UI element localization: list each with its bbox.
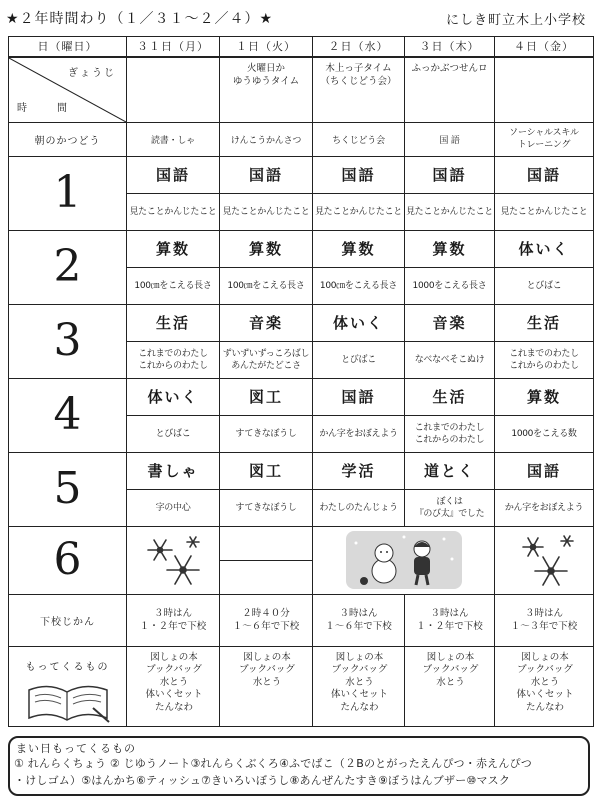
period-2-subject-row — [9, 230, 594, 267]
day-header-row — [9, 37, 594, 57]
content-cell: すてきなぼうし — [220, 489, 313, 526]
subject-cell: 国語 — [220, 156, 313, 193]
school-name: にしき町立木上小学校 — [445, 13, 586, 28]
period-number: 4 — [53, 389, 82, 440]
subject-cell: 体いく — [127, 378, 220, 415]
period-1-number-cell — [9, 156, 127, 230]
daily-items-line-2: ・けしゴム）⑤はんかち⑥ティッシュ⑦きいろいぼうし⑧あんぜんたすき⑨ぼうはんブザー⑩マスク — [14, 774, 511, 787]
day-header: ３１日（月） — [127, 37, 220, 57]
content-cell: とびばこ — [127, 415, 220, 452]
period-6-cell-tue — [220, 526, 313, 560]
subject-cell: 算数 — [127, 230, 220, 267]
content-cell: すてきなぼうし — [220, 415, 313, 452]
content-cell: 1000をこえる長さ — [405, 267, 495, 304]
subject-cell: 音楽 — [405, 304, 495, 341]
subject-cell: 図工 — [220, 378, 313, 415]
items-cell: 図しょの本 ブックバッグ 水とう 体いくセット たんなわ — [495, 646, 594, 726]
content-cell: とびばこ — [495, 267, 594, 304]
daily-items-line-1: ① れんらくちょう ② じゆうノート③れんらくぶくろ④ふでばこ（２Bのとがったえんぴつ・赤えんぴつ — [14, 757, 532, 770]
dismissal-time: ２時４０分 １～６年で下校 — [220, 594, 313, 646]
book-icon — [23, 678, 113, 724]
subject-cell: 図工 — [220, 452, 313, 489]
period-number: 6 — [53, 534, 82, 585]
daily-items-title: まい日もってくるもの — [16, 742, 136, 755]
dismissal-label: 下校じかん — [9, 594, 127, 646]
subject-cell: 算数 — [495, 378, 594, 415]
subject-cell: 算数 — [313, 230, 405, 267]
subject-cell: 書しゃ — [127, 452, 220, 489]
subject-cell: 算数 — [220, 230, 313, 267]
dismissal-row — [9, 594, 594, 646]
content-cell: これまでのわたし これからのわたし — [495, 341, 594, 378]
daily-items-box — [8, 736, 590, 796]
content-cell: これまでのわたし これからのわたし — [127, 341, 220, 378]
event-cell: 木上っ子タイム （ちくじどう会） — [313, 57, 405, 123]
subject-cell: 国語 — [495, 156, 594, 193]
timetable-title: ★２年時間わり（１／３１～２／４）★ — [6, 11, 274, 27]
day-header: ３日（木） — [405, 37, 495, 57]
subject-cell: 体いく — [313, 304, 405, 341]
timetable — [8, 36, 594, 727]
day-header: ４日（金） — [495, 37, 594, 57]
morning-activity: けんこうかんさつ — [220, 122, 313, 156]
period-number: 5 — [53, 463, 82, 514]
subject-cell: 国語 — [313, 378, 405, 415]
subject-cell: 算数 — [405, 230, 495, 267]
period-number: 1 — [53, 167, 82, 218]
events-row — [9, 57, 594, 123]
morning-activity: 国 語 — [405, 122, 495, 156]
content-cell: なべなべそこぬけ — [405, 341, 495, 378]
content-cell: 見たことかんじたこと — [405, 193, 495, 230]
subject-cell: 体いく — [495, 230, 594, 267]
subject-cell: 国語 — [495, 452, 594, 489]
morning-activity: ソーシャルスキル トレーニング — [495, 122, 594, 156]
period-6-cell-fri — [495, 526, 594, 594]
subject-cell: 生活 — [405, 378, 495, 415]
period-1-subject-row — [9, 156, 594, 193]
day-header: １日（火） — [220, 37, 313, 57]
period-number: 3 — [53, 315, 82, 366]
period-6-cell-tue-lower — [220, 560, 313, 594]
event-cell — [495, 57, 594, 123]
snowflake-icon — [138, 530, 208, 590]
content-cell: 100㎝をこえる長さ — [127, 267, 220, 304]
period-3-number-cell — [9, 304, 127, 378]
content-cell: わたしのたんじょう — [313, 489, 405, 526]
items-row — [9, 646, 594, 726]
subject-cell: 音楽 — [220, 304, 313, 341]
period-6-number-cell — [9, 526, 127, 594]
content-cell: 見たことかんじたこと — [495, 193, 594, 230]
time-label: 時 間 — [17, 102, 77, 114]
period-6-cell-wed-thu — [313, 526, 495, 594]
subject-cell: 国語 — [313, 156, 405, 193]
period-6-top-row — [9, 526, 594, 560]
dismissal-time: ３時はん １・２年で下校 — [405, 594, 495, 646]
subject-cell: 国語 — [405, 156, 495, 193]
content-cell: かん字をおぼえよう — [495, 489, 594, 526]
content-cell: ずいずいずっころばし あんたがたどこさ — [220, 341, 313, 378]
page-header — [6, 6, 596, 30]
subject-cell: 学活 — [313, 452, 405, 489]
period-number: 2 — [53, 241, 82, 292]
snowman-kids-icon — [344, 529, 464, 591]
subject-cell: 生活 — [495, 304, 594, 341]
morning-row — [9, 122, 594, 156]
subject-cell: 国語 — [127, 156, 220, 193]
items-cell: 図しょの本 ブックバッグ 水とう — [220, 646, 313, 726]
dismissal-time: ３時はん １・２年で下校 — [127, 594, 220, 646]
content-cell: 見たことかんじたこと — [127, 193, 220, 230]
event-cell: 火曜日か ゆうゆうタイム — [220, 57, 313, 123]
corner-label: 日（曜日） — [9, 37, 127, 57]
period-5-subject-row — [9, 452, 594, 489]
items-cell: 図しょの本 ブックバッグ 水とう 体いくセット たんなわ — [313, 646, 405, 726]
morning-activity: ちくじどう会 — [313, 122, 405, 156]
content-cell: 字の中心 — [127, 489, 220, 526]
content-cell: ぼくは 『のび太』でした — [405, 489, 495, 526]
period-4-number-cell — [9, 378, 127, 452]
content-cell: 100㎝をこえる長さ — [220, 267, 313, 304]
items-cell: 図しょの本 ブックバッグ 水とう — [405, 646, 495, 726]
event-cell: ふっかぶつせんロ — [405, 57, 495, 123]
content-cell: とびばこ — [313, 341, 405, 378]
content-cell: 100㎝をこえる長さ — [313, 267, 405, 304]
period-5-number-cell — [9, 452, 127, 526]
items-label: もってくるもの — [25, 661, 110, 673]
content-cell: 1000をこえる数 — [495, 415, 594, 452]
period-6-cell-mon — [127, 526, 220, 594]
items-cell: 図しょの本 ブックバッグ 水とう 体いくセット たんなわ — [127, 646, 220, 726]
period-3-subject-row — [9, 304, 594, 341]
items-label-cell — [9, 646, 127, 726]
events-corner-cell — [9, 57, 127, 123]
dismissal-time: ３時はん １～６年で下校 — [313, 594, 405, 646]
morning-label: 朝のかつどう — [9, 122, 127, 156]
snowflake-icon — [509, 529, 579, 591]
events-label: ぎょうじ — [68, 67, 116, 79]
subject-cell: 道とく — [405, 452, 495, 489]
period-2-number-cell — [9, 230, 127, 304]
subject-cell: 生活 — [127, 304, 220, 341]
dismissal-time: ３時はん １～３年で下校 — [495, 594, 594, 646]
day-header: ２日（水） — [313, 37, 405, 57]
period-4-subject-row — [9, 378, 594, 415]
morning-activity: 読書・しゃ — [127, 122, 220, 156]
content-cell: 見たことかんじたこと — [220, 193, 313, 230]
event-cell — [127, 57, 220, 123]
content-cell: かん字をおぼえよう — [313, 415, 405, 452]
content-cell: これまでのわたし これからのわたし — [405, 415, 495, 452]
content-cell: 見たことかんじたこと — [313, 193, 405, 230]
